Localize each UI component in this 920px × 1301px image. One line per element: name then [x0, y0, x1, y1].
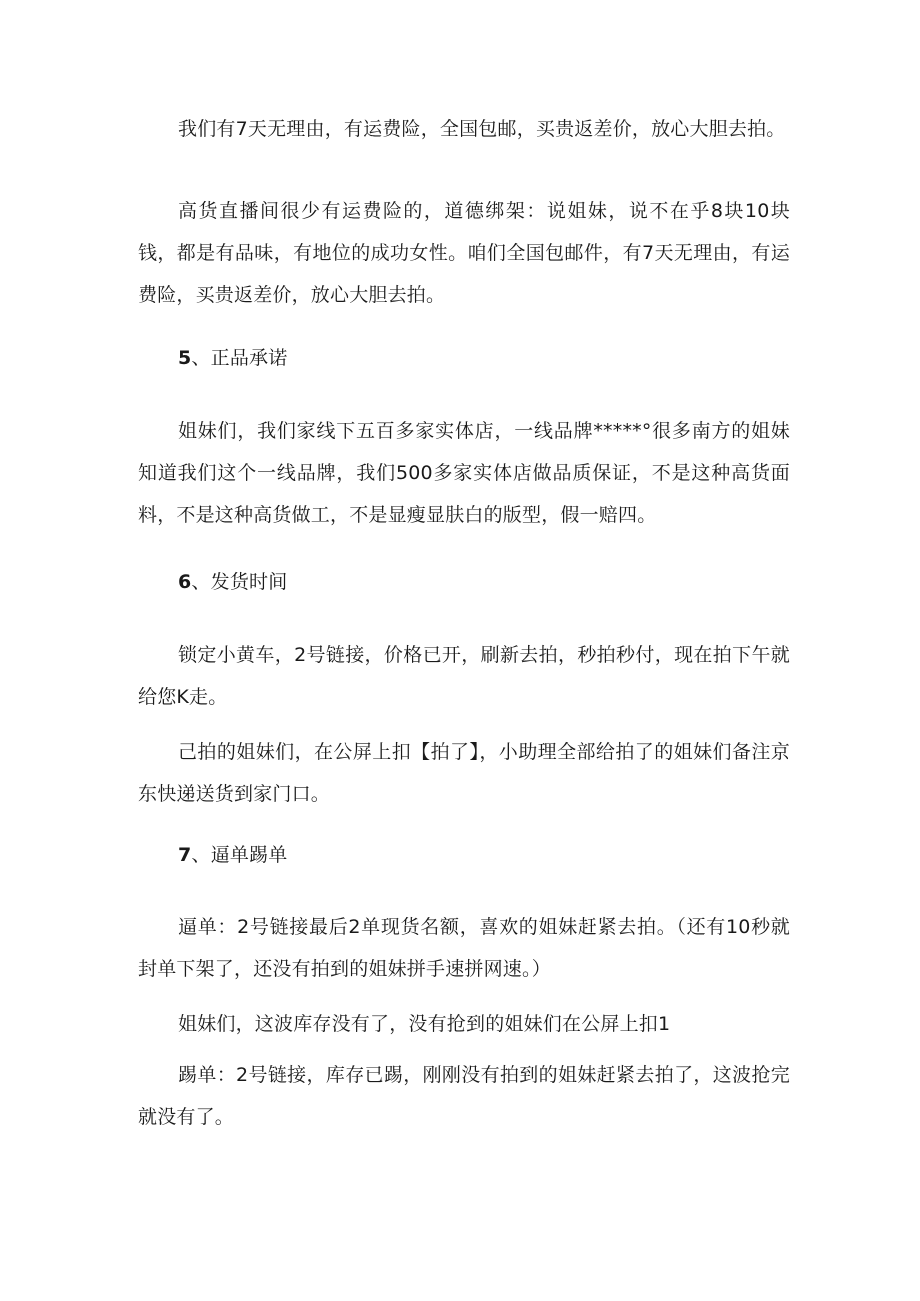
paragraph-order-link: 锁定小黄车，2号链接，价格已开，刷新去拍，秒拍秒付，现在拍下午就给您K走。 — [138, 644, 790, 708]
section-separator: 、 — [191, 571, 211, 593]
section-heading-delivery-time — [138, 561, 830, 603]
section-title: 正品承诺 — [210, 347, 288, 369]
paragraph-shipping-guarantee: 我们有7天无理由，有运费险，全国包邮，买贵返差价，放心大胆去拍。 — [178, 118, 786, 140]
paragraph-order-confirmation: 己拍的姐妹们，在公屏上扣【拍了】，小助理全部给拍了的姐妹们备注京东快递送货到家门口。 — [138, 741, 790, 805]
section-heading-closing-orders — [138, 834, 830, 876]
paragraph-kick-order: 踢单：2号链接，库存已踢，刚刚没有拍到的姐妹赶紧去拍了，这波抢完就没有了。 — [138, 1064, 790, 1128]
section-separator: 、 — [191, 347, 211, 369]
paragraph-push-order: 逼单：2号链接最后2单现货名额，喜欢的姐妹赶紧去拍。（还有10秒就封单下架了，还没有拍到的姐妹拼手速拼网速。） — [138, 916, 790, 980]
paragraph-authenticity-promise: 姐妹们，我们家线下五百多家实体店，一线品牌*****°很多南方的姐妹知道我们这个一线品牌，我们500多家实体店做品质保证，不是这种高货面料，不是这种高货做工，不是显瘦显肤白的版型，假一赔四。 — [138, 420, 790, 526]
section-title: 逼单踢单 — [210, 844, 288, 866]
section-number: 5 — [178, 347, 192, 369]
section-number: 7 — [178, 844, 192, 866]
section-number: 6 — [178, 571, 192, 593]
section-heading-authenticity — [138, 337, 830, 379]
section-title: 发货时间 — [210, 571, 288, 593]
paragraph-shipping-insurance-pitch: 高货直播间很少有运费险的，道德绑架：说姐妹，说不在乎8块10块钱，都是有品味，有地位的成功女性。咱们全国包邮件，有7天无理由，有运费险，买贵返差价，放心大胆去拍。 — [138, 200, 790, 306]
paragraph-stock-sold-out: 姐妹们，这波库存没有了，没有抢到的姐妹们在公屏上扣1 — [178, 1013, 671, 1035]
section-separator: 、 — [191, 844, 211, 866]
